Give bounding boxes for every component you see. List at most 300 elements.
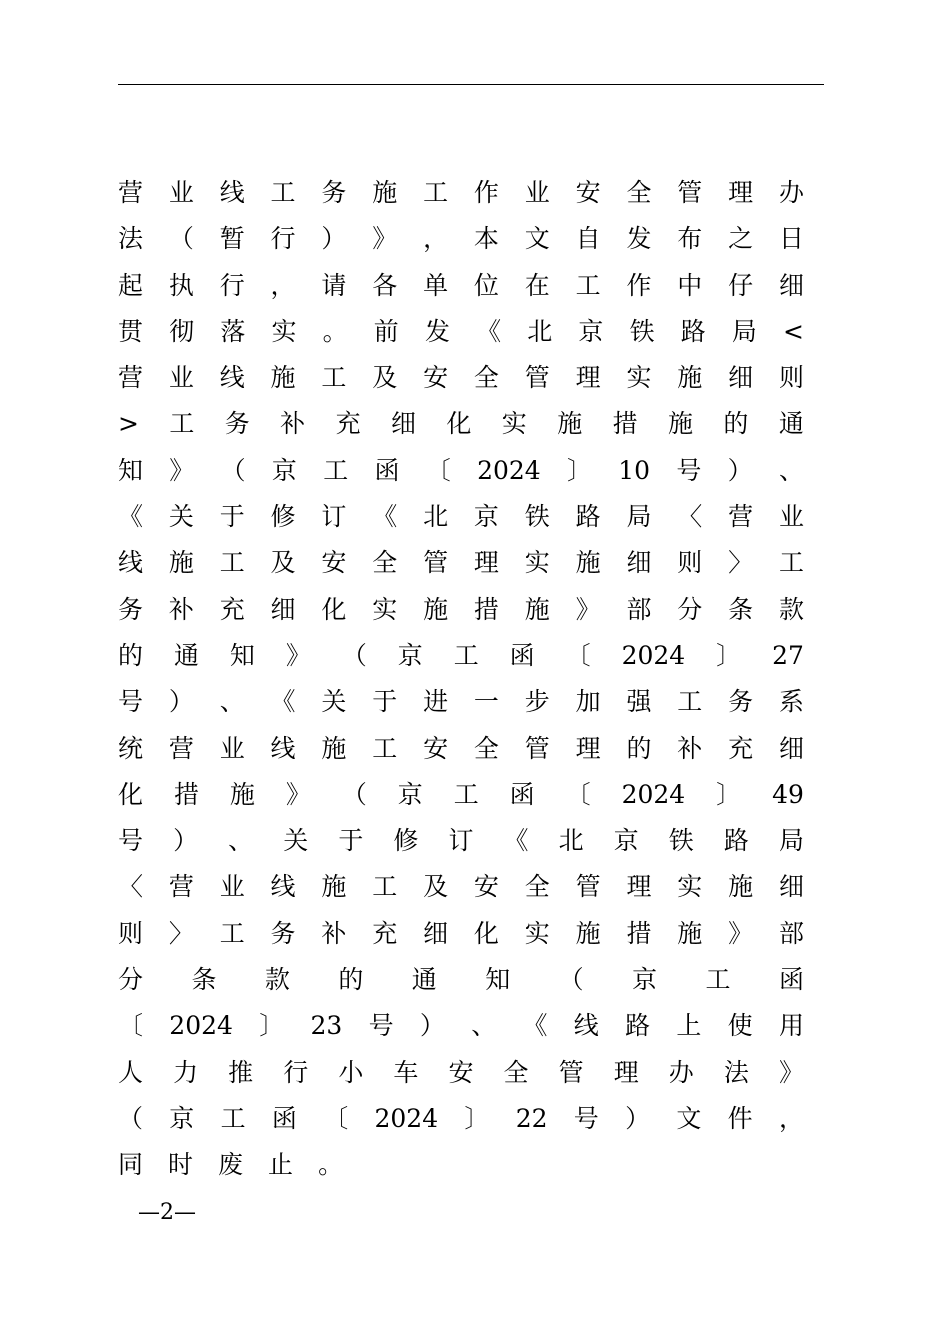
text-token: 同: [118, 1150, 144, 1180]
text-token: 补: [321, 918, 347, 948]
text-token: 知: [118, 455, 144, 485]
text-token: （: [341, 640, 367, 670]
text-token: 业: [219, 872, 245, 902]
text-token: 作: [626, 270, 652, 300]
text-token: 订: [448, 826, 474, 856]
text-token: 于: [219, 502, 245, 532]
text-token: 施: [270, 363, 296, 393]
text-token: 关: [321, 687, 347, 717]
text-token: 工: [778, 548, 804, 578]
text-token: 》: [372, 224, 398, 254]
text-token: 起: [118, 270, 144, 300]
text-token: 线: [573, 1011, 599, 1041]
text-token: 全: [372, 548, 398, 578]
text-token: 、: [471, 1011, 497, 1041]
text-token: 布: [677, 224, 703, 254]
text-token: 及: [270, 548, 296, 578]
text-token: 实: [677, 872, 703, 902]
text-token: 〔: [323, 1103, 349, 1133]
text-token: ）: [173, 826, 199, 856]
text-token: 《: [522, 1011, 548, 1041]
text-token: 安: [575, 178, 601, 207]
text-token: 文: [524, 224, 550, 254]
text-token: 京: [473, 502, 499, 532]
text-token: 件: [727, 1103, 753, 1133]
text-token: 施: [575, 918, 601, 948]
text-token: 知: [485, 965, 511, 995]
text-token: 铁: [668, 826, 694, 856]
text-token: 统: [118, 733, 144, 763]
text-token: 措: [473, 594, 499, 624]
text-token: 〔: [118, 1011, 144, 1041]
text-token: 分: [677, 594, 703, 624]
text-line: [118, 401, 804, 447]
text-token: 线: [219, 178, 245, 207]
text-line: [118, 772, 804, 818]
text-token: 务: [224, 409, 250, 439]
text-token: 安: [423, 363, 449, 393]
text-token: ，: [270, 270, 296, 300]
text-token: 理: [613, 1057, 639, 1087]
text-token: 通: [411, 965, 437, 995]
text-token: 彻: [169, 316, 195, 346]
text-token: 实: [524, 918, 550, 948]
text-token: 分: [118, 965, 144, 995]
text-token: 于: [338, 826, 364, 856]
text-token: 措: [626, 918, 652, 948]
text-token: 及: [372, 363, 398, 393]
text-token: 》: [285, 779, 311, 809]
text-token: 补: [677, 733, 703, 763]
text-token: 2024: [169, 1011, 233, 1041]
document-body: [118, 170, 804, 1189]
text-line: [118, 448, 804, 494]
text-token: 工: [372, 872, 398, 902]
text-token: 施: [575, 548, 601, 578]
text-token: 业: [168, 363, 194, 393]
text-token: 充: [335, 409, 361, 439]
text-token: 〉: [168, 918, 194, 948]
text-token: （: [558, 965, 584, 995]
text-token: 关: [168, 502, 194, 532]
text-token: 京: [397, 640, 423, 670]
text-token: 22: [515, 1103, 548, 1133]
text-token: 款: [778, 594, 804, 624]
text-token: 日: [778, 224, 804, 254]
text-token: 知: [229, 640, 255, 670]
text-token: （: [341, 779, 367, 809]
text-token: 行: [283, 1057, 309, 1087]
text-token: 自: [575, 224, 601, 254]
text-token: 施: [321, 733, 347, 763]
text-token: 工: [423, 178, 449, 207]
text-token: 。: [318, 1150, 344, 1180]
text-token: 。: [322, 316, 348, 346]
text-token: 管: [575, 872, 601, 902]
text-token: 、: [228, 826, 254, 856]
text-token: 》: [285, 640, 311, 670]
text-line: [118, 1142, 804, 1188]
text-token: 的: [338, 965, 364, 995]
text-line: [118, 679, 804, 725]
text-token: 充: [219, 594, 245, 624]
text-token: 27: [772, 640, 804, 670]
text-token: 施: [728, 872, 754, 902]
text-token: 款: [264, 965, 290, 995]
text-token: ）: [168, 687, 194, 717]
text-token: 业: [524, 178, 550, 207]
text-token: 2024: [621, 779, 686, 809]
text-token: 〈: [118, 872, 144, 902]
text-token: 京: [271, 455, 297, 485]
text-token: 则: [118, 918, 144, 948]
text-token: 细: [778, 733, 804, 763]
text-token: 文: [676, 1103, 702, 1133]
text-token: 务: [728, 687, 754, 717]
text-token: 关: [283, 826, 309, 856]
text-token: 路: [625, 1011, 651, 1041]
text-token: 的: [118, 640, 144, 670]
text-token: 号: [118, 687, 144, 717]
text-token: 实: [271, 316, 297, 346]
text-token: 前: [373, 316, 399, 346]
text-token: 办: [668, 1057, 694, 1087]
text-token: 的: [723, 409, 749, 439]
text-line: [118, 726, 804, 772]
text-token: 函: [778, 965, 804, 995]
text-token: 函: [509, 779, 535, 809]
text-token: 理: [575, 363, 601, 393]
text-token: 京: [613, 826, 639, 856]
text-token: 管: [524, 733, 550, 763]
text-token: 工: [453, 779, 479, 809]
text-token: 局: [626, 502, 652, 532]
text-token: 用: [778, 1011, 804, 1041]
text-line: [118, 587, 804, 633]
text-token: 细: [728, 363, 754, 393]
text-token: 单: [423, 270, 449, 300]
text-token: 条: [191, 965, 217, 995]
text-token: 条: [728, 594, 754, 624]
text-token: 人: [118, 1057, 144, 1087]
text-token: （: [168, 224, 194, 254]
text-token: 施: [423, 594, 449, 624]
text-token: 理: [728, 178, 754, 207]
text-token: 订: [321, 502, 347, 532]
text-token: 号: [676, 455, 702, 485]
text-token: 措: [173, 779, 199, 809]
text-token: 路: [575, 502, 601, 532]
text-token: 废: [218, 1150, 244, 1180]
text-token: 施: [677, 363, 703, 393]
text-token: 细: [778, 270, 804, 300]
text-token: 工: [372, 733, 398, 763]
text-line: [118, 355, 804, 401]
text-token: 〕: [259, 1011, 285, 1041]
text-token: 安: [473, 872, 499, 902]
text-token: 细: [626, 548, 652, 578]
text-token: 》: [169, 455, 195, 485]
text-token: 工: [169, 409, 195, 439]
text-token: 细: [270, 594, 296, 624]
text-token: 〕: [566, 455, 592, 485]
text-token: 实: [524, 548, 550, 578]
text-token: 线: [118, 548, 144, 578]
text-token: 管: [423, 548, 449, 578]
text-token: 细: [423, 918, 449, 948]
text-token: 〔: [565, 779, 591, 809]
text-token: 力: [173, 1057, 199, 1087]
text-token: 〈: [677, 502, 703, 532]
text-token: 业: [778, 502, 804, 532]
text-token: 京: [578, 316, 604, 346]
text-token: 工: [705, 965, 731, 995]
text-line: [118, 911, 804, 957]
text-token: 务: [118, 594, 144, 624]
text-token: 充: [372, 918, 398, 948]
text-token: 强: [626, 687, 652, 717]
text-token: ，: [423, 224, 449, 254]
text-token: 函: [374, 455, 400, 485]
text-token: 仔: [728, 270, 754, 300]
text-token: 全: [473, 733, 499, 763]
text-token: 《: [118, 502, 144, 532]
text-token: 之: [728, 224, 754, 254]
text-token: 加: [575, 687, 601, 717]
text-token: 全: [524, 872, 550, 902]
text-token: 业: [219, 733, 245, 763]
text-token: 贯: [118, 316, 144, 346]
text-token: 营: [168, 733, 194, 763]
text-token: <: [783, 316, 804, 346]
text-token: 号: [118, 826, 144, 856]
text-token: 工: [575, 270, 601, 300]
text-token: 局: [778, 826, 804, 856]
text-token: 施: [229, 779, 255, 809]
text-token: ）: [727, 455, 753, 485]
text-token: 止: [268, 1150, 294, 1180]
text-token: 2024: [621, 640, 686, 670]
text-line: [118, 216, 804, 262]
text-token: 则: [677, 548, 703, 578]
text-token: 通: [173, 640, 199, 670]
text-token: 使: [727, 1011, 753, 1041]
text-token: 营: [118, 363, 144, 393]
text-token: 、: [219, 687, 245, 717]
text-token: 《: [476, 316, 502, 346]
text-line: [118, 864, 804, 910]
text-token: 法: [118, 224, 144, 254]
text-token: 》: [728, 918, 754, 948]
text-token: 局: [731, 316, 757, 346]
text-token: 工: [219, 918, 245, 948]
text-token: 在: [524, 270, 550, 300]
text-token: 路: [680, 316, 706, 346]
text-token: （: [220, 455, 246, 485]
text-token: 》: [575, 594, 601, 624]
text-token: 理: [626, 872, 652, 902]
text-token: 作: [473, 178, 499, 207]
text-token: 铁: [524, 502, 550, 532]
text-token: 2024: [477, 455, 541, 485]
text-token: 通: [778, 409, 804, 439]
text-token: 〔: [565, 640, 591, 670]
text-token: 线: [270, 733, 296, 763]
text-token: ）: [419, 1011, 445, 1041]
text-line: [118, 633, 804, 679]
text-token: 化: [446, 409, 472, 439]
text-token: 京: [632, 965, 658, 995]
text-token: 铁: [629, 316, 655, 346]
text-line: [118, 494, 804, 540]
text-token: 上: [676, 1011, 702, 1041]
text-token: 《: [270, 687, 296, 717]
text-token: 的: [626, 733, 652, 763]
text-token: 实: [372, 594, 398, 624]
text-token: 一: [473, 687, 499, 717]
text-token: 工: [321, 363, 347, 393]
text-token: 部: [626, 594, 652, 624]
text-token: 小: [338, 1057, 364, 1087]
text-token: 营: [118, 178, 144, 207]
text-token: 施: [677, 918, 703, 948]
text-token: 本: [473, 224, 499, 254]
text-token: 行: [219, 270, 245, 300]
text-token: 施: [668, 409, 694, 439]
text-token: 施: [557, 409, 583, 439]
text-token: 化: [473, 918, 499, 948]
text-line: [118, 309, 804, 355]
text-token: 管: [677, 178, 703, 207]
text-token: 推: [228, 1057, 254, 1087]
text-token: （: [118, 1103, 144, 1133]
text-token: 步: [524, 687, 550, 717]
text-token: 务: [321, 178, 347, 207]
text-token: 化: [321, 594, 347, 624]
header-rule: [118, 84, 824, 85]
text-token: 工: [270, 178, 296, 207]
text-token: 2024: [374, 1103, 439, 1133]
text-token: 部: [778, 918, 804, 948]
page-number: —2—: [138, 1200, 196, 1225]
text-token: 细: [778, 872, 804, 902]
text-token: 工: [453, 640, 479, 670]
text-token: 路: [723, 826, 749, 856]
text-token: 暂: [219, 224, 245, 254]
text-token: 〉: [728, 548, 754, 578]
text-token: 管: [524, 363, 550, 393]
text-token: 修: [393, 826, 419, 856]
text-token: 施: [524, 594, 550, 624]
text-token: 10: [618, 455, 651, 485]
text-line: [118, 1050, 804, 1096]
text-token: 函: [509, 640, 535, 670]
text-token: 安: [423, 733, 449, 763]
text-token: 发: [626, 224, 652, 254]
text-token: 充: [728, 733, 754, 763]
text-token: >: [118, 409, 139, 439]
text-token: 进: [423, 687, 449, 717]
text-token: 北: [527, 316, 553, 346]
text-token: 线: [219, 363, 245, 393]
text-token: 北: [558, 826, 584, 856]
text-token: 营: [728, 502, 754, 532]
text-token: 化: [118, 779, 144, 809]
text-token: 49: [772, 779, 804, 809]
text-token: ，: [778, 1103, 804, 1133]
text-line: [118, 1003, 804, 1049]
text-token: 北: [423, 502, 449, 532]
text-token: 、: [778, 455, 804, 485]
text-token: 号: [573, 1103, 599, 1133]
text-token: 发: [424, 316, 450, 346]
text-token: 工: [677, 687, 703, 717]
text-token: 〔: [425, 455, 451, 485]
text-token: 办: [778, 178, 804, 207]
text-line: [118, 1096, 804, 1142]
text-token: 中: [677, 270, 703, 300]
text-token: 施: [168, 548, 194, 578]
text-token: ）: [625, 1103, 651, 1133]
text-token: 法: [723, 1057, 749, 1087]
text-token: 工: [219, 548, 245, 578]
text-token: 全: [503, 1057, 529, 1087]
text-line: [118, 263, 804, 309]
text-token: 细: [390, 409, 416, 439]
text-token: 施: [321, 872, 347, 902]
text-token: 系: [778, 687, 804, 717]
text-token: 补: [168, 594, 194, 624]
text-token: 施: [372, 178, 398, 207]
text-token: 行: [270, 224, 296, 254]
text-token: 理: [575, 733, 601, 763]
text-token: 号: [368, 1011, 394, 1041]
text-token: 及: [423, 872, 449, 902]
text-line: [118, 957, 804, 1003]
text-token: 业: [168, 178, 194, 207]
text-token: 落: [220, 316, 246, 346]
text-token: 各: [372, 270, 398, 300]
text-line: [118, 540, 804, 586]
text-token: 《: [372, 502, 398, 532]
text-token: 则: [778, 363, 804, 393]
text-token: 全: [473, 363, 499, 393]
text-token: 理: [473, 548, 499, 578]
text-token: 〕: [464, 1103, 490, 1133]
text-token: 《: [503, 826, 529, 856]
text-token: 措: [612, 409, 638, 439]
text-token: 修: [270, 502, 296, 532]
text-token: 位: [473, 270, 499, 300]
text-line: [118, 170, 804, 216]
text-token: 工: [323, 455, 349, 485]
text-token: 管: [558, 1057, 584, 1087]
text-token: 请: [321, 270, 347, 300]
text-token: 京: [169, 1103, 195, 1133]
text-token: 线: [270, 872, 296, 902]
text-token: 〕: [716, 779, 742, 809]
text-token: 安: [448, 1057, 474, 1087]
text-line: [118, 818, 804, 864]
text-token: 车: [393, 1057, 419, 1087]
text-token: 全: [626, 178, 652, 207]
text-token: 安: [321, 548, 347, 578]
text-token: 工: [220, 1103, 246, 1133]
text-token: 务: [270, 918, 296, 948]
text-token: 执: [168, 270, 194, 300]
text-token: 实: [501, 409, 527, 439]
text-token: 〕: [716, 640, 742, 670]
